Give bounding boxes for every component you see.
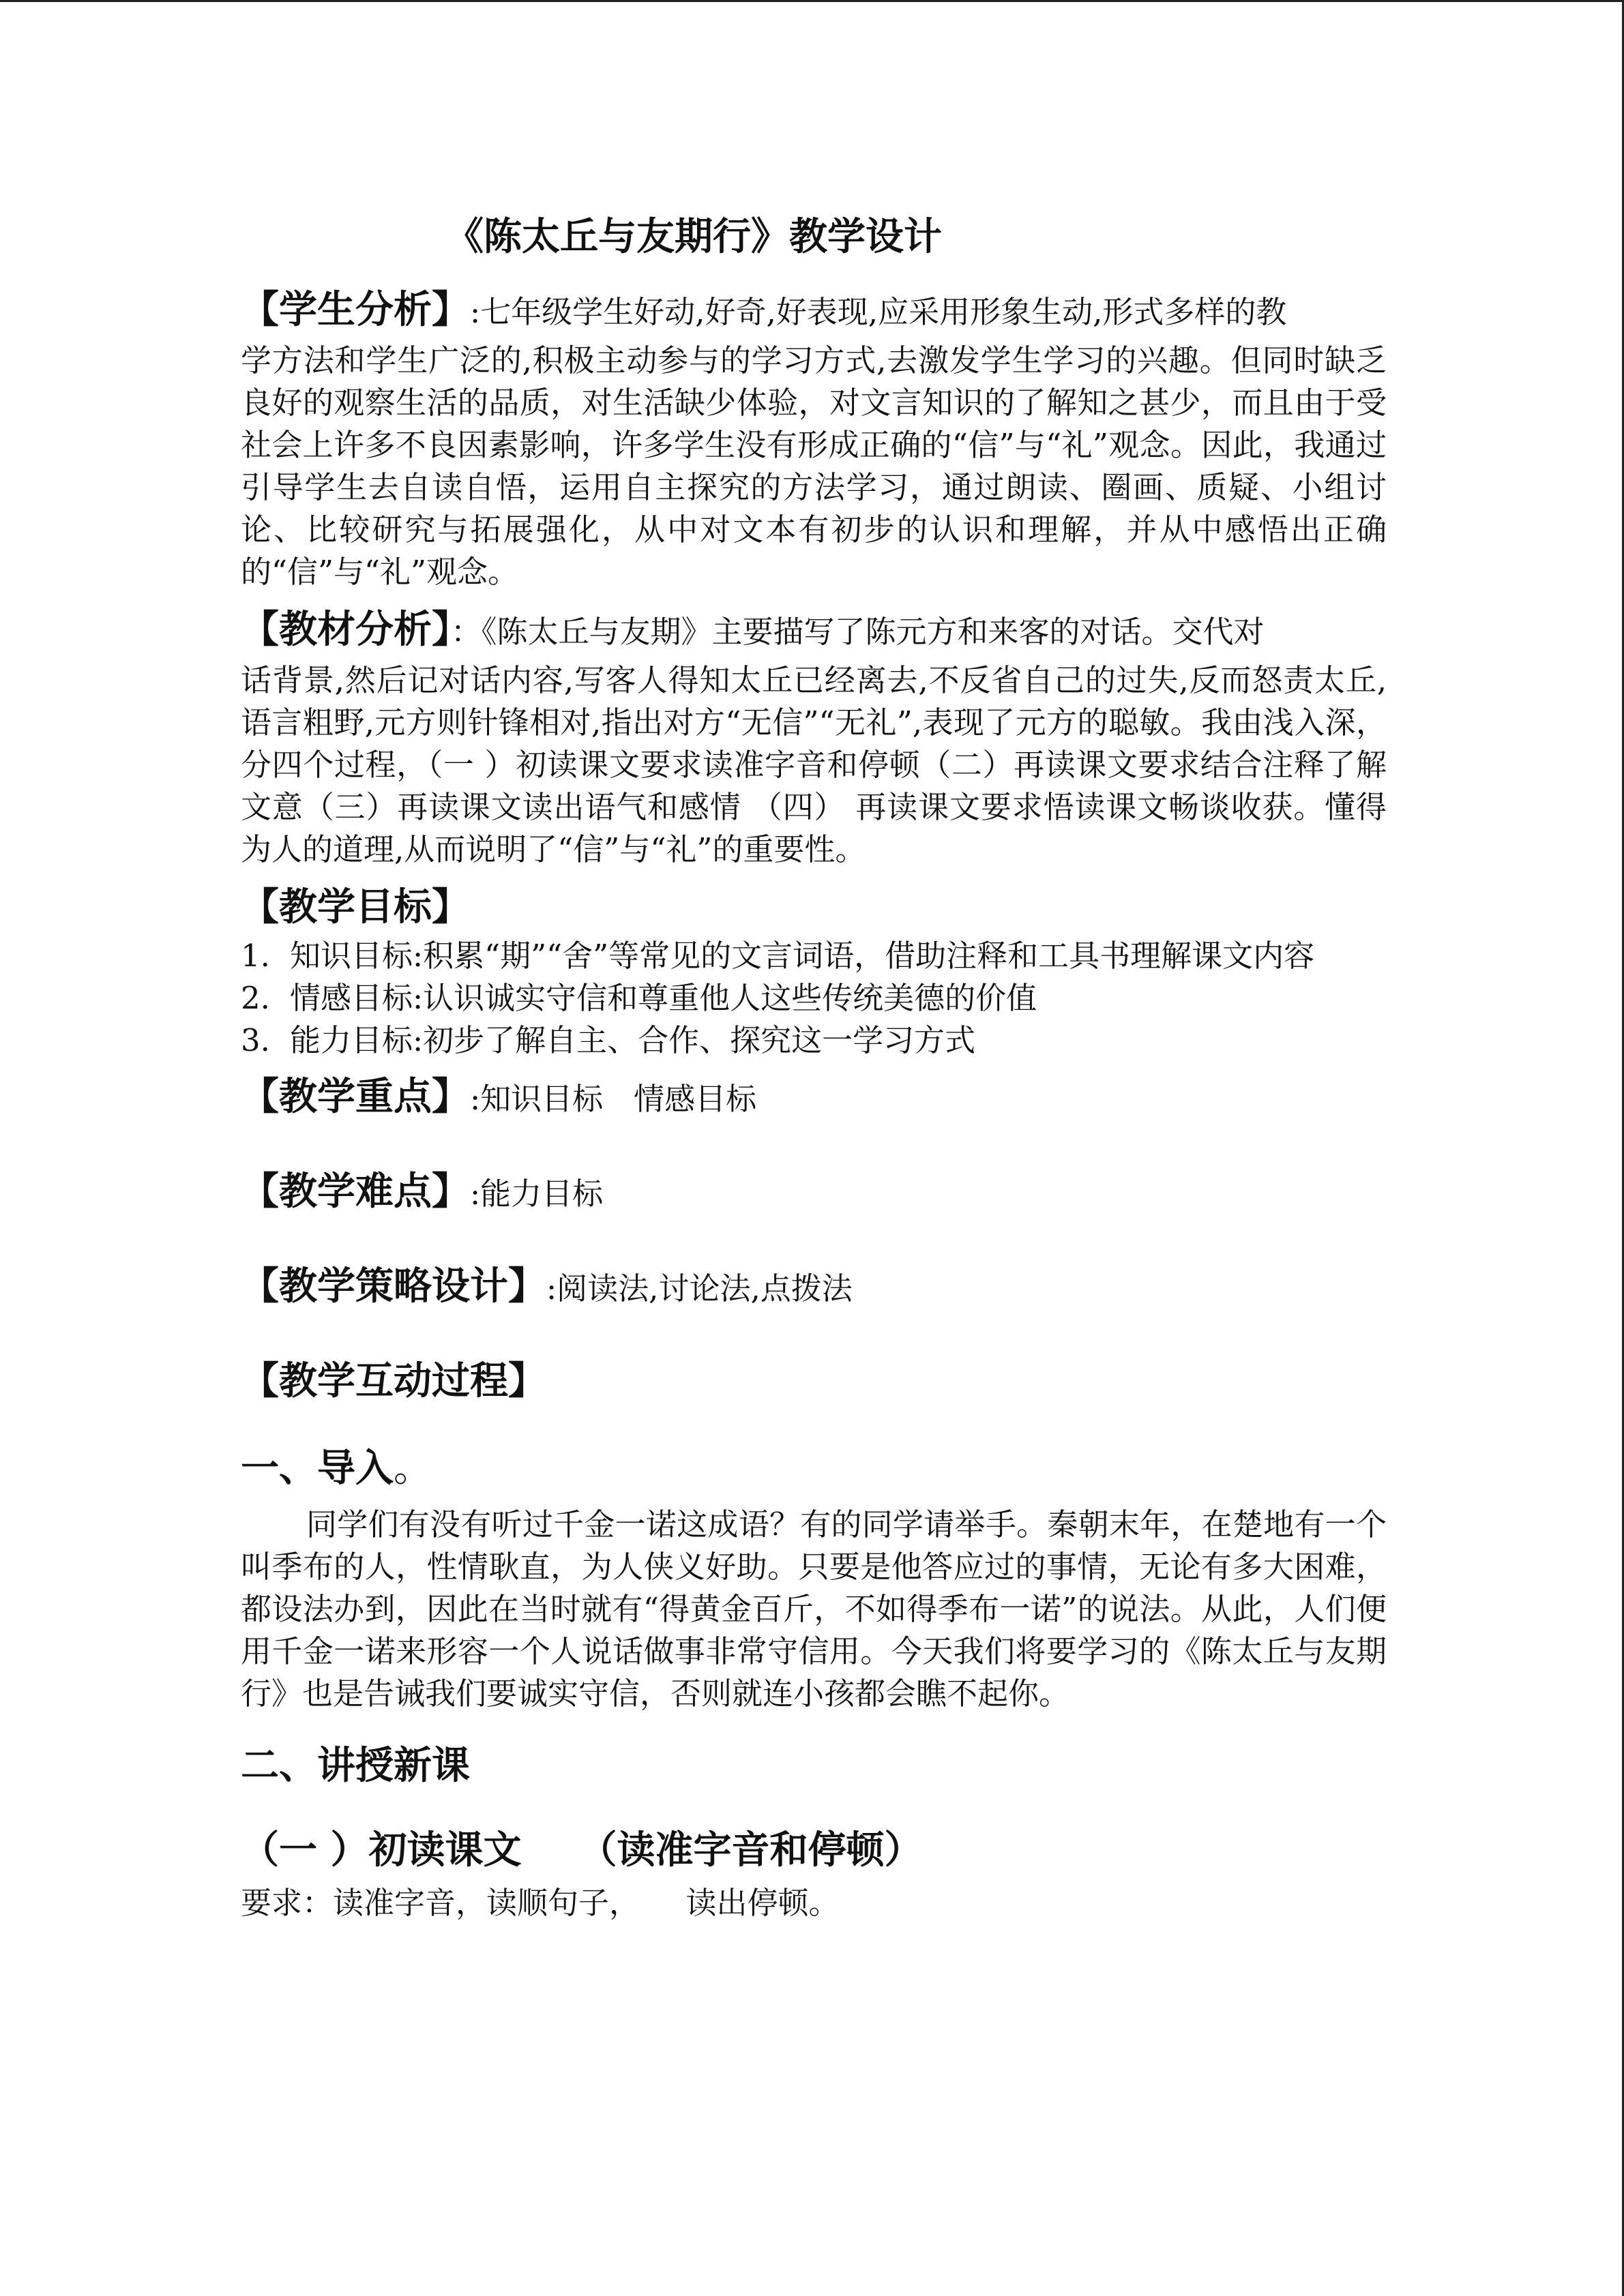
section-text: :阅读法,讨论法,点拨法 — [546, 1270, 853, 1307]
new-lesson-heading: 二、讲授新课 — [241, 1744, 470, 1788]
section-text: 话背景,然后记对话内容,写客人得知太丘已经离去,不反省自己的过失,反而怒责太丘,语言粗野,元方则针锋相对,指出对方“无信”“无礼”,表现了元方的聪敏。我由浅入深，分四个过程，（一 ）初读课文要求读准字音和停顿（二）再读课文要求结合注释了解文意（三）再读课文读出语气和感情 （四） 再读课文要求悟读课文畅谈收获。懂得为人的道理,从而说明了“信”与“礼”的重要性。 — [241, 662, 1387, 867]
document-title: 《陈太丘与友期行》教学设计 — [445, 215, 942, 259]
section-text: ：《陈太丘与友期》主要描写了陈元方和来客的对话。交代对 — [451, 614, 1265, 650]
section-teaching-goals — [241, 880, 1387, 1062]
section-label: 【学生分析】 — [241, 288, 470, 332]
list-number: 2. — [241, 980, 270, 1016]
first-reading-heading: （一 ）初读课文 （读准字音和停顿） — [241, 1828, 923, 1873]
section-difficulties — [241, 1165, 1387, 1228]
heading-text: 一、导入 — [241, 1446, 394, 1491]
list-number: 3. — [241, 1022, 270, 1058]
list-text: 情感目标:认识诚实守信和尊重他人这些传统美德的价值 — [290, 980, 1037, 1016]
section-process — [241, 1354, 1387, 1418]
list-item — [241, 1019, 1387, 1062]
section-material-analysis — [241, 603, 1387, 871]
section-text: :能力目标 — [470, 1176, 604, 1212]
section-label: 【教学难点】 — [241, 1169, 470, 1214]
heading-punct: 。 — [394, 1446, 432, 1491]
list-item — [241, 935, 1387, 977]
section-text: 学方法和学生广泛的,积极主动参与的学习方式,去激发学生学习的兴趣。但同时缺乏良好的观察生活的品质，对生活缺少体验，对文言知识的了解知之甚少，而且由于受社会上许多不良因素影响，许多学生没有形成正确的“信”与“礼”观念。因此，我通过引导学生去自读自悟，运用自主探究的方法学习，通过朗读、圈画、质疑、小组讨论、比较研究与拓展强化，从中对文本有初步的认识和理解，并从中感悟出正确的“信”与“礼”观念。 — [241, 342, 1387, 590]
section-strategy — [241, 1259, 1387, 1323]
goals-list — [241, 935, 1387, 1062]
section-label: 【教学策略设计】 — [241, 1264, 546, 1309]
intro-heading — [241, 1438, 1387, 1500]
section-label: 【教学目标】 — [241, 885, 470, 929]
section-label: 【教学重点】 — [241, 1075, 470, 1119]
list-number: 1. — [241, 938, 270, 974]
reading-requirement: 要求：读准字音，读顺句子， 读出停顿。 — [241, 1885, 840, 1921]
document-body — [241, 207, 1387, 1925]
section-label: 【教材分析】 — [241, 608, 451, 652]
list-item — [241, 977, 1387, 1019]
section-text: :七年级学生好动,好奇,好表现,应采用形象生动,形式多样的教 — [470, 294, 1287, 330]
section-label: 【教学互动过程】 — [241, 1359, 546, 1403]
section-text: :知识目标 情感目标 — [470, 1081, 757, 1117]
intro-paragraph: 同学们有没有听过千金一诺这成语？有的同学请举手。秦朝末年，在楚地有一个叫季布的人，性情耿直，为人侠义好助。只要是他答应过的事情，无论有多大困难，都设法办到，因此在当时就有“得黄金百斤，不如得季布一诺”的说法。从此，人们便用千金一诺来形容一个人说话做事非常守信用。今天我们将要学习的《陈太丘与友期行》也是告诫我们要诚实守信，否则就连小孩都会瞧不起你。 — [241, 1506, 1387, 1712]
section-student-analysis — [241, 283, 1387, 593]
list-text: 知识目标:积累“期”“舍”等常见的文言词语，借助注释和工具书理解课文内容 — [290, 938, 1315, 974]
list-text: 能力目标:初步了解自主、合作、探究这一学习方式 — [290, 1022, 976, 1058]
section-key-points — [241, 1070, 1387, 1133]
